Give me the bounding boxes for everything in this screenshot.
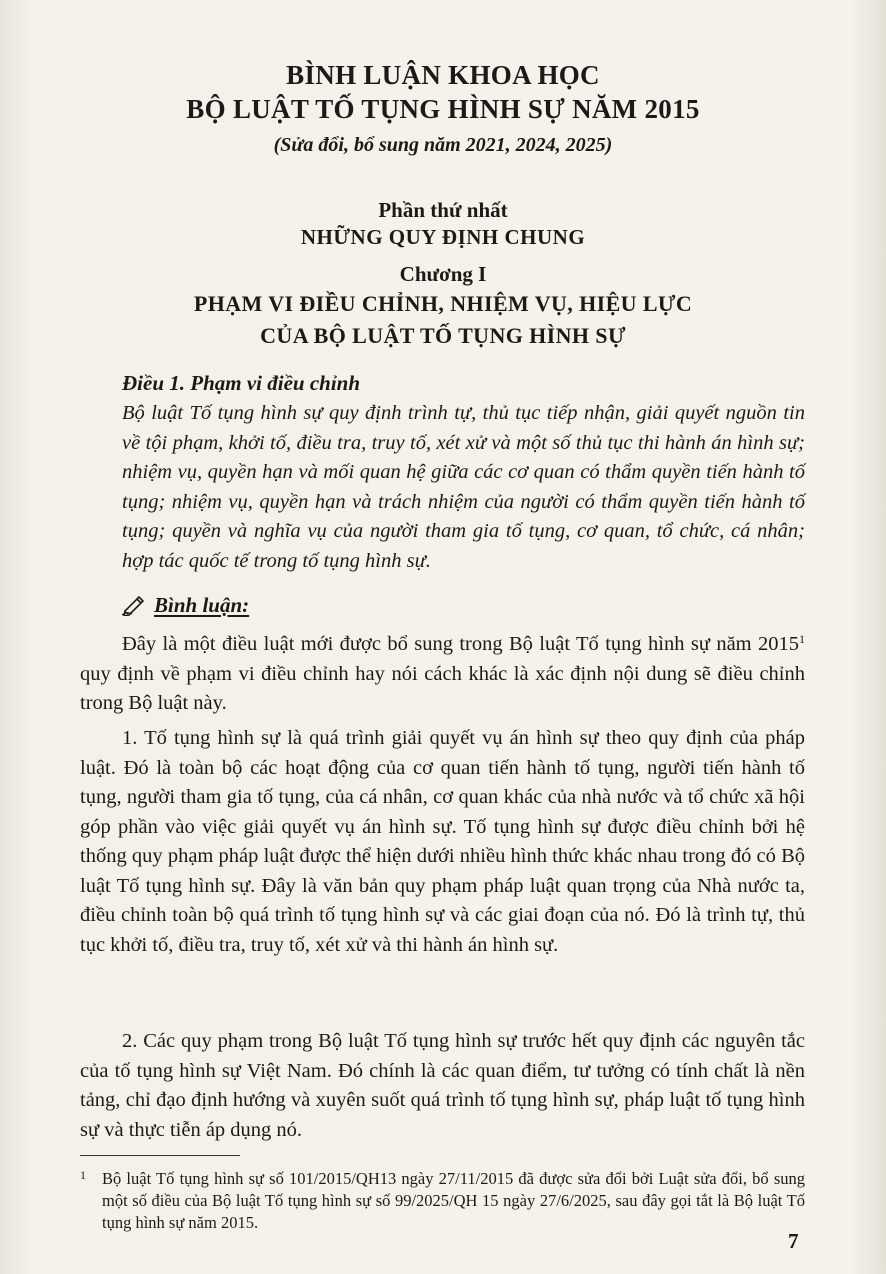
chapter-title-line-1: PHẠM VI ĐIỀU CHỈNH, NHIỆM VỤ, HIỆU LỰC bbox=[193, 291, 693, 316]
commentary-paragraph-2: 2. Các quy phạm trong Bộ luật Tố tụng hình sự trước hết quy định các nguyên tắc của tố tụng hình sự Việt Nam. Đó chính là các quan điểm, tư tưởng có tính chất là nền tảng, chỉ đạo định hướng và xuyên suốt quá trình tố tụng hình sự, pháp luật tố tụng hình sự và thực tiễn áp dụng nó. bbox=[80, 1030, 805, 1141]
footnote-ref[interactable]: 1 bbox=[799, 631, 805, 646]
footnote-text: Bộ luật Tố tụng hình sự số 101/2015/QH13 ngày 27/11/2015 đã được sửa đổi bởi Luật sửa đổi, bổ sung một số điều của Bộ luật Tố tụng hình sự số 99/2025/QH 15 ngày 27/6/2025, sau đây gọi tắt là Bộ luật Tố tụng hình sự năm 2015. bbox=[102, 1169, 805, 1232]
commentary-paragraph-1: 1. Tố tụng hình sự là quá trình giải quyết vụ án hình sự theo quy định của pháp luật. Đó là toàn bộ các hoạt động của cơ quan tiến hành tố tụng, người tiến hành tố tụng, người tham gia tố tụng, của cá nhân, cơ quan khác của nhà nước và tổ chức xã hội góp phần vào việc giải quyết vụ án hình sự. Tố tụng hình sự được điều chỉnh bởi hệ thống quy phạm pháp luật được thể hiện dưới nhiều hình thức khác nhau trong đó có Bộ luật Tố tụng hình sự. Đây là văn bản quy phạm pháp luật quan trọng của Nhà nước ta, điều chỉnh toàn bộ quá trình tố tụng hình sự và các giai đoạn của nó. Đó là trình tự, thủ tục khởi tố, điều tra, truy tố, xét xử và thi hành án hình sự. bbox=[80, 727, 805, 956]
pen-writing-icon bbox=[122, 594, 146, 616]
commentary-heading-text: Bình luận: bbox=[154, 593, 250, 617]
footnote-mark: 1 bbox=[80, 1168, 86, 1182]
article-heading: Điều 1. Phạm vi điều chỉnh bbox=[122, 371, 361, 395]
commentary-heading bbox=[122, 591, 249, 619]
footnote-divider bbox=[80, 1155, 240, 1156]
book-title-line-1: BÌNH LUẬN KHOA HỌC bbox=[286, 60, 600, 90]
chapter-title bbox=[0, 288, 886, 352]
chapter-title-line-2: CỦA BỘ LUẬT TỐ TỤNG HÌNH SỰ bbox=[260, 323, 626, 348]
commentary-intro-text: Đây là một điều luật mới được bổ sung trong Bộ luật Tố tụng hình sự năm 2015 bbox=[122, 633, 799, 655]
commentary-intro bbox=[80, 630, 805, 719]
book-subtitle: (Sửa đổi, bổ sung năm 2021, 2024, 2025) bbox=[273, 134, 613, 156]
commentary-intro-rest: quy định về phạm vi điều chỉnh hay nói cách khác là xác định nội dung sẽ điều chỉnh trong Bộ luật này. bbox=[80, 662, 805, 714]
page-number: 7 bbox=[788, 1229, 799, 1253]
part-title: NHỮNG QUY ĐỊNH CHUNG bbox=[300, 225, 586, 249]
article-body: Bộ luật Tố tụng hình sự quy định trình tự, thủ tục tiếp nhận, giải quyết nguồn tin về tội phạm, khởi tố, điều tra, truy tố, xét xử và một số thủ tục thi hành án hình sự; nhiệm vụ, quyền hạn và mối quan hệ giữa các cơ quan có thẩm quyền tiến hành tố tụng; nhiệm vụ, quyền hạn và trách nhiệm của người có thẩm quyền tiến hành tố tụng; quyền và nghĩa vụ của người tham gia tố tụng, cơ quan, tổ chức, cá nhân; hợp tác quốc tế trong tố tụng hình sự. bbox=[122, 402, 805, 572]
chapter-label: Chương I bbox=[399, 262, 487, 286]
part-label: Phần thứ nhất bbox=[378, 198, 508, 222]
book-title-line-2: BỘ LUẬT TỐ TỤNG HÌNH SỰ NĂM 2015 bbox=[186, 94, 700, 124]
footnote bbox=[80, 1168, 805, 1234]
book-title bbox=[0, 58, 886, 126]
